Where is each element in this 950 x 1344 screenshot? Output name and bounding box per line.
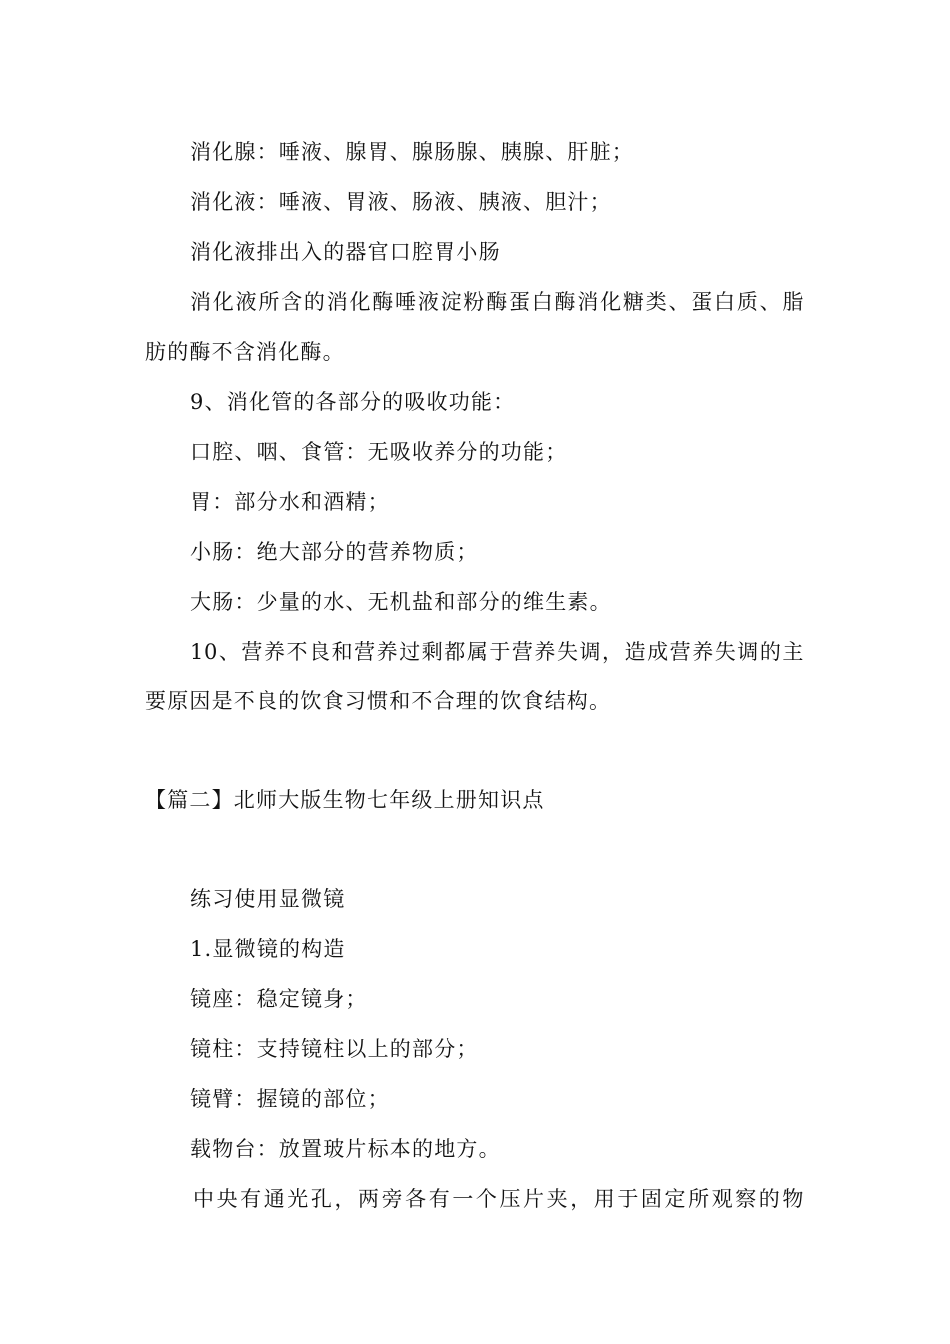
- text-line-stage: 载物台：放置玻片标本的地方。: [190, 1137, 501, 1161]
- text-line-item-9: 9、消化管的各部分的吸收功能：: [190, 390, 516, 414]
- text-line-arm: 镜臂：握镜的部位；: [190, 1087, 390, 1111]
- text-line-small-intestine: 小肠：绝大部分的营养物质；: [190, 540, 479, 564]
- text-line-juice-organs: 消化液排出入的器官口腔胃小肠: [190, 240, 501, 264]
- text-line-enzymes-cont: 肪的酶不含消化酶。: [145, 340, 345, 364]
- text-line-digestive-glands: 消化腺：唾液、腺胃、腺肠腺、胰腺、肝脏；: [190, 140, 634, 164]
- text-line-stomach: 胃：部分水和酒精；: [190, 490, 390, 514]
- text-line-pillar: 镜柱：支持镜柱以上的部分；: [190, 1037, 479, 1061]
- text-line-digestive-juices: 消化液：唾液、胃液、肠液、胰液、胆汁；: [190, 190, 612, 214]
- text-line-item-10-cont: 要原因是不良的饮食习惯和不合理的饮食结构。: [145, 689, 612, 713]
- text-line-mouth: 口腔、咽、食管：无吸收养分的功能；: [190, 440, 568, 464]
- text-line-base: 镜座：稳定镜身；: [190, 987, 368, 1011]
- text-line-item-10: 10、营养不良和营养过剩都属于营养失调，造成营养失调的主: [190, 640, 804, 664]
- text-line-microscope-structure: 1.显微镜的构造: [190, 937, 346, 961]
- text-line-enzymes: 消化液所含的消化酶唾液淀粉酶蛋白酶消化糖类、蛋白质、脂: [190, 290, 804, 314]
- section-heading: 【篇二】北师大版生物七年级上册知识点: [145, 788, 545, 812]
- text-line-microscope-title: 练习使用显微镜: [190, 887, 346, 911]
- text-line-stage-desc: 中央有通光孔，两旁各有一个压片夹，用于固定所观察的物: [193, 1187, 804, 1211]
- text-line-large-intestine: 大肠：少量的水、无机盐和部分的维生素。: [190, 590, 612, 614]
